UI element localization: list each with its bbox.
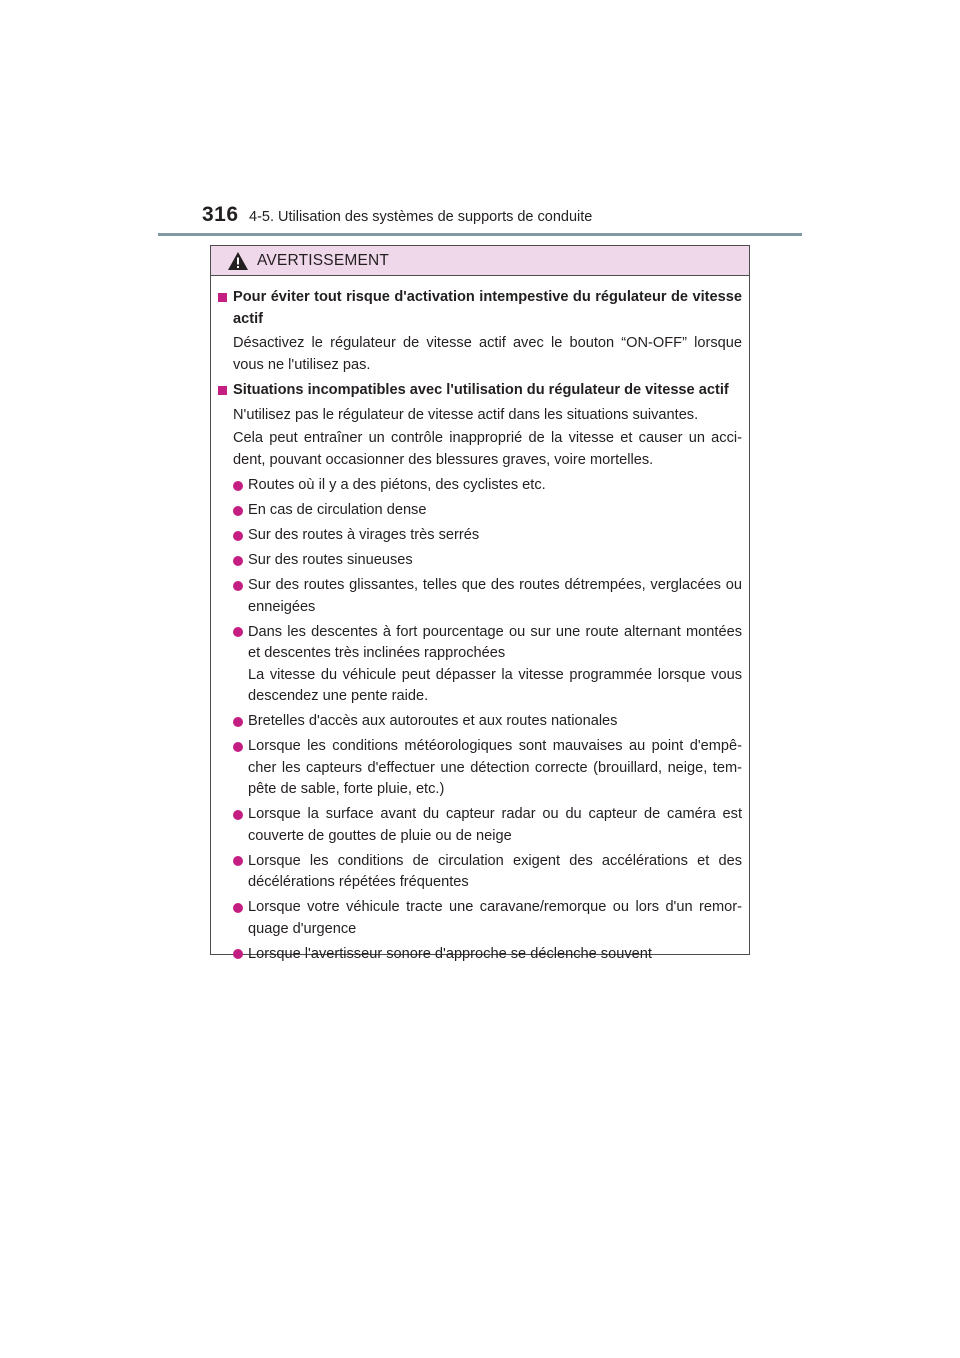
warning-header bbox=[211, 246, 749, 276]
list-item bbox=[233, 711, 742, 733]
list-item-text: En cas de circulation dense bbox=[248, 502, 427, 518]
list-item-text: Bretelles d'accès aux autoroutes et aux routes nationales bbox=[248, 713, 618, 729]
warning-box bbox=[210, 245, 750, 962]
section-title: 4-5. Utilisation des systèmes de supports de conduite bbox=[249, 209, 593, 225]
header-divider bbox=[158, 233, 802, 236]
list-item bbox=[233, 500, 742, 522]
list-item bbox=[233, 804, 742, 847]
warning-triangle-icon bbox=[227, 251, 249, 271]
square-bullet-icon bbox=[218, 293, 227, 302]
topic-heading-text: Situations incompatibles avec l'utilisation du régulateur de vitesse actif bbox=[233, 382, 729, 398]
paragraph: N'utilisez pas le régulateur de vitesse actif dans les situations suivantes. bbox=[233, 406, 699, 423]
warning-title: AVERTISSEMENT bbox=[257, 251, 390, 269]
list-item-text: Sur des routes sinueuses bbox=[248, 552, 413, 568]
list-item-note: La vitesse du véhicule peut dépasser la vitesse programmée lorsque vous descendez une pente raide. bbox=[248, 666, 742, 704]
list-item-text: Lorsque votre véhicule tracte une caravane/remorque ou lors d'un remor-quage d'urgence bbox=[248, 899, 742, 937]
round-bullet-icon bbox=[233, 717, 243, 727]
list-item-text: Sur des routes à virages très serrés bbox=[248, 527, 480, 543]
list-item bbox=[233, 575, 742, 618]
list-item-text: Lorsque les conditions de circulation exigent des accélérations et des décélérations répétées fréquentes bbox=[248, 852, 742, 890]
round-bullet-icon bbox=[233, 481, 243, 491]
list-item-text: Routes où il y a des piétons, des cyclistes etc. bbox=[248, 477, 546, 493]
list-item-text: Lorsque les conditions météorologiques sont mauvaises au point d'empê-cher les capteurs d'effectuer une détection correcte (brouillard, neige, tem-pête de sable, forte pluie, etc.) bbox=[248, 738, 742, 797]
list-item bbox=[233, 851, 742, 894]
square-bullet-icon bbox=[218, 386, 227, 395]
page-header bbox=[202, 200, 802, 234]
round-bullet-icon bbox=[233, 742, 243, 752]
list-item-main: Dans les descentes à fort pourcentage ou sur une route alternant montées et descentes très inclinées rapprochées bbox=[248, 623, 742, 661]
list-item-text: Lorsque la surface avant du capteur radar ou du capteur de caméra est couverte de gouttes de pluie ou de neige bbox=[248, 806, 742, 844]
round-bullet-icon bbox=[233, 856, 243, 866]
list-item bbox=[233, 525, 742, 547]
list-item-text: Lorsque l'avertisseur sonore d'approche se déclenche souvent bbox=[248, 945, 652, 962]
paragraph: Cela peut entraîner un contrôle inapproprié de la vitesse et causer un acci-dent, pouvant occasionner des blessures graves, voire mortelles. bbox=[233, 430, 742, 468]
warning-body bbox=[211, 276, 749, 965]
round-bullet-icon bbox=[233, 581, 243, 591]
list-item bbox=[233, 550, 742, 572]
round-bullet-icon bbox=[233, 627, 243, 637]
round-bullet-icon bbox=[233, 531, 243, 541]
list-item bbox=[233, 897, 742, 940]
list-item bbox=[233, 944, 742, 966]
list-item-text: Sur des routes glissantes, telles que des routes détrempées, verglacées ou enneigées bbox=[248, 577, 742, 615]
list-item bbox=[233, 622, 742, 708]
list-item bbox=[233, 475, 742, 497]
paragraph: Désactivez le régulateur de vitesse actif avec le bouton “ON-OFF” lorsque vous ne l'utilisez pas. bbox=[233, 335, 742, 373]
round-bullet-icon bbox=[233, 556, 243, 566]
page-number: 316 bbox=[202, 203, 239, 226]
round-bullet-icon bbox=[233, 810, 243, 820]
bullet-list bbox=[218, 475, 742, 965]
list-item bbox=[233, 736, 742, 801]
topic-heading-text: Pour éviter tout risque d'activation intempestive du régulateur de vitesse actif bbox=[233, 289, 742, 327]
topic-heading bbox=[218, 380, 742, 402]
round-bullet-icon bbox=[233, 903, 243, 913]
list-item-text bbox=[248, 622, 742, 708]
round-bullet-icon bbox=[233, 949, 243, 959]
topic-heading bbox=[218, 287, 742, 330]
round-bullet-icon bbox=[233, 506, 243, 516]
